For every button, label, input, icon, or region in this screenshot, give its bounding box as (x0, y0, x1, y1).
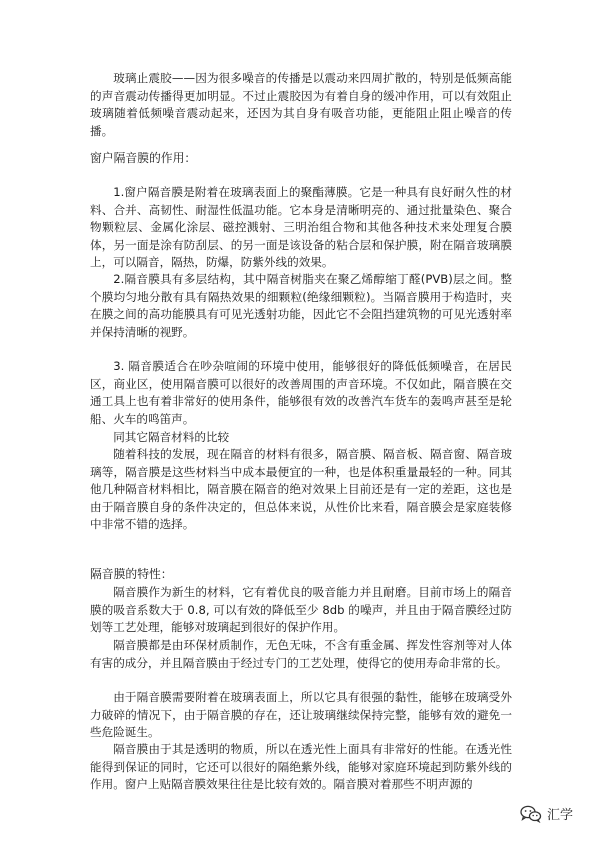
paragraph-comparison: 随着科技的发展，现在隔音的材料有很多，隔音膜、隔音板、隔音窗、隔音玻璃等，隔音膜是这些材料当中成本最便宜的一种，也是体积重量最轻的一种。同其他几种隔音材料相比，隔音膜在隔音的绝对效果上目前还是有一定的差距，这也是由于隔音膜自身的条件决定的，但总体来说，从性价比来看，隔音膜会是家庭装修中非常不错的选择。 (90, 447, 512, 531)
paragraph-property-sound-absorption: 隔音膜作为新生的材料，它有着优良的吸音能力并且耐磨。目前市场上的隔音膜的吸音系数大于 0.8, 可以有效的降低至少 8db 的噪声，并且由于隔音膜经过防划等工艺处理，能够对玻璃起到很好的保护作用。 (90, 585, 512, 634)
paragraph-point-1: 1.窗户隔音膜是附着在玻璃表面上的聚酯薄膜。它是一种具有良好耐久性的材料、合并、高韧性、耐湿性低温功能。它本身是清晰明亮的、通过批量染色、聚合物颗粒层、金属化涂层、磁控溅射、三明治组合物和其他各种技术来处理复合膜体，另一面是涂有防刮层、的另一面是该设备的粘合层和保护膜，附在隔音玻璃膜上，可以隔音，隔热，防爆，防紫外线的效果。 (90, 185, 512, 269)
watermark-text: 汇学 (547, 808, 574, 823)
wechat-icon (520, 805, 542, 823)
paragraph-property-eco-friendly: 隔音膜都是由环保材质制作，无色无味，不含有重金属、挥发性容剂等对人体有害的成分，并且隔音膜由于经过专门的工艺处理，使得它的使用寿命非常的长。 (90, 638, 512, 670)
paragraph-property-adhesion: 由于隔音膜需要附着在玻璃表面上，所以它具有很强的黏性，能够在玻璃受外力破碎的情况下，由于隔音膜的存在，还让玻璃继续保持完整，能够有效的避免一些危险诞生。 (90, 690, 512, 739)
section-heading-window-film-function: 窗户隔音膜的作用： (90, 151, 197, 165)
watermark (520, 804, 573, 823)
paragraph-point-3: 3. 隔音膜适合在吵杂喧闹的环境中使用，能够很好的降低低频噪音，在居民区，商业区，使用隔音膜可以很好的改善周围的声音环境。不仅如此，隔音膜在交通工具上也有着非常好的使用条件，能够很有效的改善汽车货车的轰鸣声甚至是轮船、火车的鸣笛声。 (90, 359, 512, 426)
section-heading-film-properties: 隔音膜的特性： (90, 567, 173, 581)
subheading-comparison: 同其它隔音材料的比较 (113, 430, 230, 444)
paragraph-point-2: 2.隔音膜具有多层结构，其中隔音树脂夹在聚乙烯醇缩丁醛(PVB)层之间。整个膜均匀地分散有具有隔热效果的细颗粒(绝缘细颗粒)。当隔音膜用于构造时，夹在膜之间的高功能膜具有可见光透射功能，因此它不会阻挡建筑物的可见光透射率并保持清晰的视野。 (90, 272, 512, 339)
paragraph-property-transparency: 隔音膜由于其是透明的物质，所以在透光性上面具有非常好的性能。在透光性能得到保证的同时，它还可以很好的隔绝紫外线，能够对家庭环境起到防紫外线的作用。窗户上贴隔音膜效果往往是比较有效的。隔音膜对着那些不明声源的 (90, 742, 512, 791)
paragraph-glass-damping-glue: 玻璃止震胶——因为很多噪音的传播是以震动来四周扩散的，特别是低频高能的声音震动传播得更加明显。不过止震胶因为有着自身的缓冲作用，可以有效阻止玻璃随着低频噪音震动起来，还因为其自身有吸音功能，更能阻止阻止噪音的传播。 (90, 71, 512, 138)
